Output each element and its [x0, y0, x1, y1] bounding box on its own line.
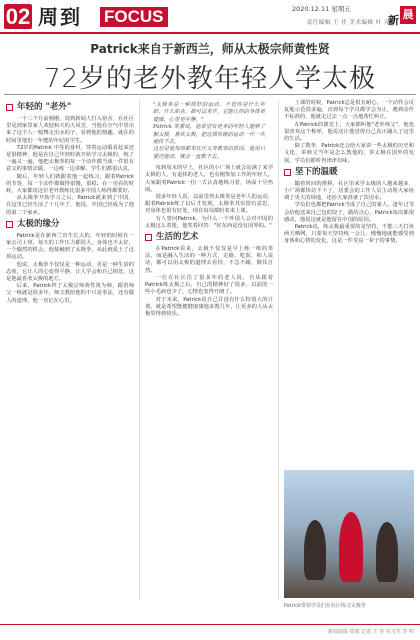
column-divider: [278, 100, 279, 600]
square-bullet-icon: [6, 104, 13, 111]
paragraph: 很多年轻人说，以前觉得太极拳是老年人的运动，跟着Patrick练了以后才发现，太极拳其实很有意思，对身体也很有好处，现在每周都盼着来上课。: [145, 194, 273, 215]
square-bullet-icon: [145, 234, 152, 241]
byline: 新闻晨报·周到 记者 王 佳 实习生 李 明: [327, 629, 414, 635]
column-divider: [139, 100, 140, 600]
article-column-1: [6, 100, 134, 305]
photo-caption: Patrick带领学员们在社区练习太极拳: [284, 603, 366, 609]
paragraph: 学员们也都把Patrick当成了自己的家人，逢年过节会给他送来自己包的饺子，做的点心，Patrick每次都很感动，他说这就是他留在中国的原因。: [284, 202, 414, 223]
paragraph: 72岁的Patrick 中等的身材，穿着运动服看起来还是很精神，他是在自己年轻时就开始学习太极的，练了一遍又一遍，他把太极拳的每一个动作都当成一件很有意义的事情去做，一边练一边讲解，学生们都很认真。: [6, 144, 134, 173]
section-heading: 坚下的温暖: [284, 167, 414, 178]
paragraph: 一个三个月前刚刚，周到新闻人打入宿舍，在社区里见到家里家人欢迎和天的大风堂，当他在空气中里出来了这个人一般舞走出水的子，看到他的情趣，就在的时间里他们一年能的年纪的学生。: [6, 116, 134, 144]
paragraph: 随着时间的推移，社区里来学太极的人越来越多，小广场都快站不下了，居委会的工作人员主动帮大家协调了更大的场地，还给大家准备了饮用水。: [284, 180, 414, 202]
section-heading: 生活的艺术: [145, 232, 273, 243]
section-badge: FOCUS: [100, 7, 168, 27]
header-rule: [0, 32, 420, 34]
article-photo: [284, 470, 414, 598]
person-figure: [339, 512, 363, 582]
square-bullet-icon: [284, 169, 291, 176]
person-figure: [376, 522, 398, 582]
paragraph: 从太极拳开始学习之后，Patrick就来到了中国，在这里已经生活了十几年了，他说，中国已经成为了他的第二个家乡。: [6, 195, 134, 216]
section-heading: 年轻的 "老外": [6, 102, 134, 113]
paragraph: 除了教拳，Patrick还会给大家讲一些太极的历史和文化，讲师父当年是怎么教他的，讲太极在国外的发展，学员们都听得津津有味。: [284, 143, 414, 164]
article-column-3: [284, 100, 414, 246]
paragraph: 有人曾问Patrick，为什么一个外国人会对中国的太极这么着迷，他笑着回答："好东西是没有国界的。": [145, 215, 273, 229]
paragraph: Patrick说，练太极最重要的是坚持，不能三天打鱼两天晒网，只要每天坚持练一会儿，慢慢地就能感受到身体和心情的变化，这是一件受益一辈子的事情。: [284, 224, 414, 245]
article-column-2: [145, 100, 273, 318]
square-bullet-icon: [6, 221, 13, 228]
pull-quote: "太极拳是一种很好的运动，不管你是什么年龄，什么职业，都可以来学，它能让你的身体更健康，心里更平静。" Patrick 笑着说，他希望有更多的年轻人能够了解太极，喜欢太极，把这项传统的运动一代一代地传下去。 这也是他每周都来社区义务教拳的原因，他说只要还能动，就会一直教下去。: [153, 102, 265, 160]
paragraph: 对于未来，Patrick说自己并没有什么特别大的计划，就是希望能健健康康地多教几年，让更多的人从太极里得到快乐。: [145, 296, 273, 317]
section-title: 周到: [38, 5, 82, 29]
paragraph: 在Patrick看来，太极不仅仅是早上练一练的拳法，而是融入生活的一种方式，走路、吃饭、和人说话，都可以用太极的道理去看待，不急不躁，顺其自然。: [145, 246, 273, 274]
paragraph: 一位在社区住了很多年的老人说，自从跟着Patrick练太极之后，自己的精神好了很多，以前的一些小毛病也少了，心情也变得开朗了。: [145, 274, 273, 296]
issue-date: 2020.12.11 星期五: [292, 5, 351, 13]
logo-char-b: 晨: [400, 6, 416, 24]
paragraph: Patrick是在新西兰出生长大的，年轻的时候在一家公司上班，每天的工作压力都很大，身体也不太好，一个偶然的机会，他接触到了太极拳，从此就爱上了这项运动。: [6, 232, 134, 261]
article-subtitle: Patrick来自于新西兰，师从太极宗师黄性贤: [90, 42, 330, 56]
title-rule: [4, 94, 416, 95]
paragraph: 随后，年轻人们就跟着他一起练习，跟着Patrick的节奏，每一个动作都做得很慢，很稳。在一旁看的时候，大家都说这位老外教练比很多中国人练得都要好。: [6, 173, 134, 195]
page-number: 02: [5, 4, 31, 29]
page-header: [0, 0, 420, 34]
logo-char-a: 新: [388, 14, 399, 27]
newspaper-logo: [388, 6, 418, 30]
footer-rule: [0, 624, 420, 625]
section-heading: 太极的缘分: [6, 219, 134, 230]
paragraph: 每到周末的早上，社区的小广场上就会站满了来学太极的人，有退休的老人，也有刚参加工作的年轻人，大家跟着Patrick一招一式认真地练习着，场面十分热闹。: [145, 165, 273, 193]
editor-credits: 责任编辑 王 佳 美术编辑 叶 亮: [306, 20, 390, 26]
paragraph: 上课的时候，Patrick总是很有耐心，一个动作会反复地示范很多遍，直到每个学员都学会为止，遇到动作不标准的，他就走过去一点一点地帮忙纠正。: [284, 100, 414, 121]
paragraph: 后来，Patrick拜了太极宗师黄性贤为师，跟着师父一练就是很多年，师父教给他的不只是拳法，还有做人的道理，他一直记在心里。: [6, 283, 134, 304]
paragraph: 在Patrick的课堂上，大家都叫他"老外师父"，他也很喜欢这个称呼，他说这让他觉得自己真正融入了这里的生活。: [284, 121, 414, 143]
person-figure: [304, 520, 326, 580]
article-title: 72岁的老外教年轻人学太极: [43, 64, 377, 94]
paragraph: 他说，太极拳不仅仅是一种运动，更是一种生活的态度，它让人的心变得平静，让人学会和自己相处，这是他最喜欢太极的地方。: [6, 261, 134, 283]
